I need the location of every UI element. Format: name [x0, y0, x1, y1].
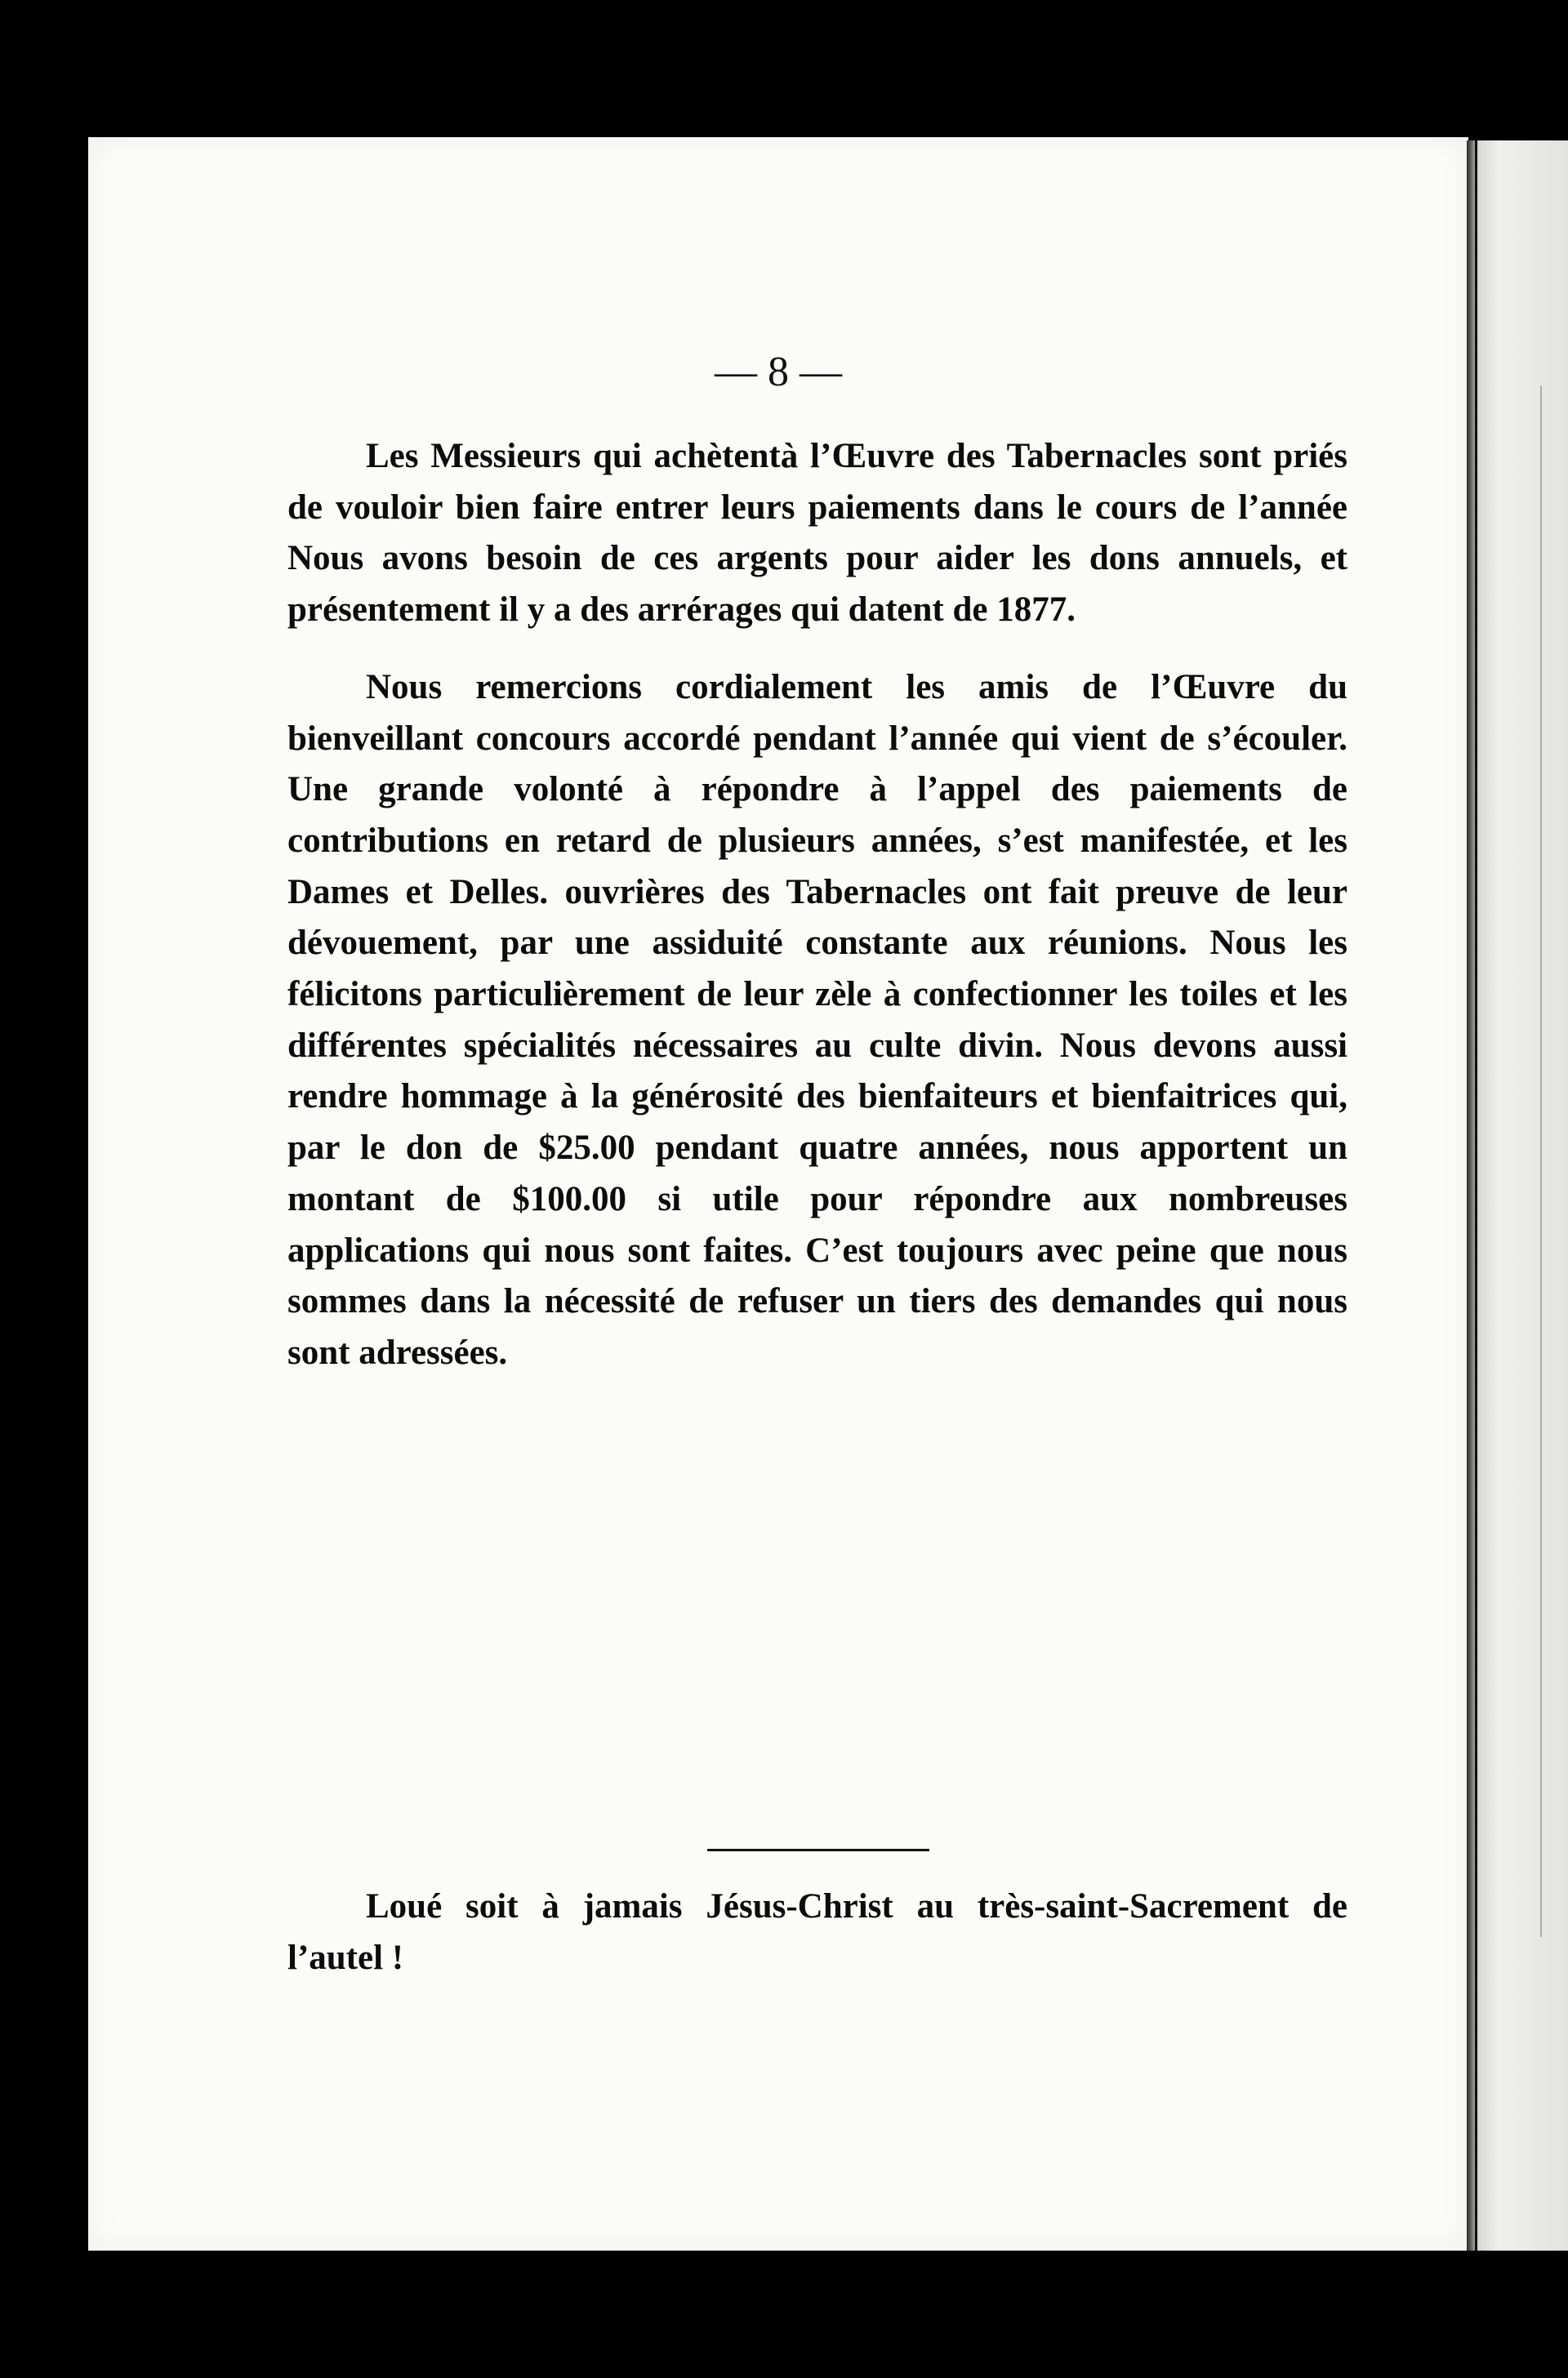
paragraph-payments: Les Messieurs qui achètentà l’Œuvre des Tabernacles sont priés de vouloir bien faire entrer leurs paiements dans le cours de l’année Nous avons besoin de ces argents pour aider les dons annuels, et présentement il y a des arrérages qui datent de 1877. — [287, 437, 1348, 630]
book-page — [88, 137, 1468, 2251]
body-text — [287, 431, 1348, 1379]
section-divider — [707, 1849, 929, 1851]
closing-invocation: Loué soit à jamais Jésus-Christ au très-saint-Sacrement de l’autel ! — [287, 1887, 1348, 1977]
paragraph-thanks: Nous remercions cordialement les amis de l’Œuvre du bienveillant concours accordé pendant l’année qui vient de s’écouler. Une grande volonté à répondre à l’appel des paiements de contributions en retard de plusieurs années, s’est manifestée, et les Dames et Delles. ouvrières des Tabernacles ont fait preuve de leur dévouement, par une assiduité constante aux réunions. Nous les félicitons particulièrement de leur zèle à confectionner les toiles et les différentes spécialités nécessaires au culte divin. Nous devons aussi rendre hommage à la générosité des bienfaiteurs et bienfaitrices qui, par le don de $25.00 pendant quatre années, nous apportent un montant de $100.00 si utile pour répondre aux nombreuses applications qui nous sont faites. C’est toujours avec peine que nous sommes dans la nécessité de refuser un tiers des demandes qui nous sont adressées. — [287, 667, 1348, 1372]
adjacent-page-edge — [1467, 140, 1568, 2251]
page-number: — 8 — — [715, 349, 842, 395]
